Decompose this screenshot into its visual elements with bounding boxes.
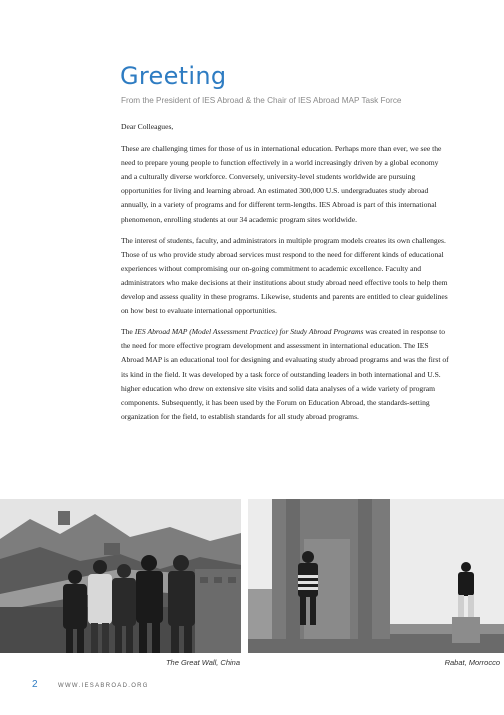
- page-title: Greeting: [120, 62, 227, 90]
- rabat-illustration: [248, 499, 504, 653]
- paragraph-1: These are challenging times for those of us in international education. Perhaps more than ever, we see the need to prepare young people to function effectively in a world increasingly driven by a global economy and a culturally diverse workforce. Conversely, university-level students worldwide are pursuing opportunities for living and learning abroad. An estimated 300,000 U.S. undergraduates study abroad annually, in a variety of programs and for different term-lengths. IES Abroad is part of this international phenomenon, enrolling students at our 34 academic program sites worldwide.: [121, 144, 442, 224]
- great-wall-photo: [0, 499, 241, 653]
- website-url: WWW.IESABROAD.ORG: [58, 683, 149, 689]
- paragraph-3-prefix: The: [121, 327, 135, 337]
- rabat-caption: Rabat, Morrocco: [444, 658, 500, 667]
- great-wall-illustration: [0, 499, 241, 653]
- page-number: 2: [32, 679, 38, 690]
- paragraph-3-rest: was created in response to the need for more effective program development and assessment in international education. The IES Abroad MAP is an educational tool for designing and evaluating study abroad programs and was the first of its kind in the field. It was developed by a task force of outstanding leaders in both international and U.S. higher education who drew on extensive site visits and solid data analyses of a wide variety of program components. Subsequently, it has been used by the Forum on Education Abroad, the standards-setting organization for the field, to establish standards for all study abroad programs.: [121, 327, 449, 421]
- great-wall-caption: The Great Wall, China: [165, 658, 240, 667]
- rabat-photo: [248, 499, 504, 653]
- paragraph-3: [121, 325, 451, 424]
- paragraph-2: The interest of students, faculty, and administrators in multiple program models creates its own challenges. Those of us who provide study abroad services must respond to the need for different kinds of educational experiences without compromising our on-going commitment to academic excellence. Faculty and administrators who make decisions at their institutions about study abroad need effective tools to help them develop and assess quality in these programs. Likewise, students and parents are entitled to clear guidelines on how best to evaluate international opportunities.: [121, 235, 448, 316]
- salutation: Dear Colleagues,: [121, 122, 174, 131]
- page-subtitle: From the President of IES Abroad & the Chair of IES Abroad MAP Task Force: [121, 96, 402, 105]
- letter-body: [121, 120, 451, 431]
- map-title-italic: IES Abroad MAP (Model Assessment Practice) for Study Abroad Programs: [134, 327, 364, 337]
